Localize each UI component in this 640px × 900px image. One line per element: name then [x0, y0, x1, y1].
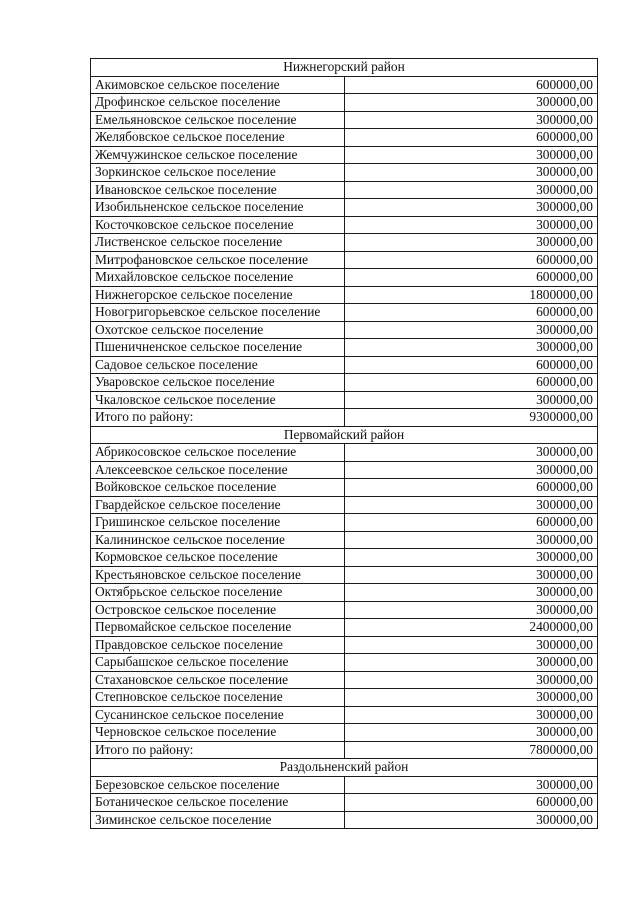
settlement-amount: 600000,00 [344, 269, 598, 287]
settlement-amount: 600000,00 [344, 479, 598, 497]
settlement-name: Калининское сельское поселение [91, 531, 345, 549]
table-row [91, 216, 598, 234]
table-row [91, 811, 598, 829]
district-title: Первомайский район [91, 426, 598, 444]
settlement-name: Зиминское сельское поселение [91, 811, 345, 829]
table-row [91, 356, 598, 374]
settlement-amount: 300000,00 [344, 811, 598, 829]
table-row [91, 76, 598, 94]
district-title: Раздольненский район [91, 759, 598, 777]
settlement-name: Первомайское сельское поселение [91, 619, 345, 637]
table-row [91, 461, 598, 479]
settlement-amount: 300000,00 [344, 636, 598, 654]
settlement-amount: 300000,00 [344, 164, 598, 182]
settlement-amount: 600000,00 [344, 76, 598, 94]
table-row [91, 531, 598, 549]
settlement-name: Кормовское сельское поселение [91, 549, 345, 567]
table-row [91, 146, 598, 164]
allocation-table [90, 58, 598, 829]
settlement-amount: 300000,00 [344, 199, 598, 217]
settlement-name: Уваровское сельское поселение [91, 374, 345, 392]
settlement-amount: 300000,00 [344, 216, 598, 234]
settlement-amount: 300000,00 [344, 496, 598, 514]
table-row [91, 251, 598, 269]
district-header-row [91, 426, 598, 444]
settlement-name: Зоркинское сельское поселение [91, 164, 345, 182]
settlement-amount: 300000,00 [344, 339, 598, 357]
settlement-name: Гришинское сельское поселение [91, 514, 345, 532]
settlement-name: Желябовское сельское поселение [91, 129, 345, 147]
settlement-amount: 300000,00 [344, 146, 598, 164]
table-row [91, 374, 598, 392]
table-row [91, 671, 598, 689]
settlement-amount: 300000,00 [344, 111, 598, 129]
settlement-name: Черновское сельское поселение [91, 724, 345, 742]
settlement-name: Пшеничненское сельское поселение [91, 339, 345, 357]
settlement-amount: 300000,00 [344, 706, 598, 724]
settlement-amount: 300000,00 [344, 566, 598, 584]
settlement-amount: 300000,00 [344, 601, 598, 619]
table-row [91, 619, 598, 637]
settlement-amount: 600000,00 [344, 129, 598, 147]
settlement-amount: 300000,00 [344, 321, 598, 339]
table-row [91, 94, 598, 112]
settlement-name: Гвардейское сельское поселение [91, 496, 345, 514]
table-row [91, 724, 598, 742]
table-row [91, 111, 598, 129]
table-row [91, 514, 598, 532]
table-row [91, 321, 598, 339]
settlement-amount: 600000,00 [344, 251, 598, 269]
settlement-name: Абрикосовское сельское поселение [91, 444, 345, 462]
settlement-amount: 300000,00 [344, 391, 598, 409]
settlement-amount: 300000,00 [344, 549, 598, 567]
settlement-amount: 300000,00 [344, 531, 598, 549]
settlement-name: Октябрьское сельское поселение [91, 584, 345, 602]
settlement-amount: 300000,00 [344, 724, 598, 742]
settlement-name: Дрофинское сельское поселение [91, 94, 345, 112]
settlement-amount: 300000,00 [344, 94, 598, 112]
table-row [91, 391, 598, 409]
table-row [91, 636, 598, 654]
settlement-name: Лиственское сельское поселение [91, 234, 345, 252]
district-title: Нижнегорский район [91, 59, 598, 77]
table-row [91, 479, 598, 497]
settlement-name: Правдовское сельское поселение [91, 636, 345, 654]
settlement-name: Сусанинское сельское поселение [91, 706, 345, 724]
settlement-name: Косточковское сельское поселение [91, 216, 345, 234]
table-row [91, 234, 598, 252]
table-row [91, 794, 598, 812]
settlement-amount: 600000,00 [344, 514, 598, 532]
settlement-amount: 600000,00 [344, 374, 598, 392]
settlement-amount: 300000,00 [344, 181, 598, 199]
settlement-name: Ивановское сельское поселение [91, 181, 345, 199]
table-row [91, 286, 598, 304]
settlement-amount: 300000,00 [344, 584, 598, 602]
total-label: Итого по району: [91, 741, 345, 759]
settlement-name: Акимовское сельское поселение [91, 76, 345, 94]
settlement-amount: 2400000,00 [344, 619, 598, 637]
allocation-table-body [91, 59, 598, 829]
table-row [91, 549, 598, 567]
settlement-name: Сарыбашское сельское поселение [91, 654, 345, 672]
table-row [91, 496, 598, 514]
settlement-amount: 300000,00 [344, 776, 598, 794]
settlement-name: Емельяновское сельское поселение [91, 111, 345, 129]
table-row [91, 776, 598, 794]
settlement-name: Охотское сельское поселение [91, 321, 345, 339]
settlement-name: Алексеевское сельское поселение [91, 461, 345, 479]
district-total-row [91, 741, 598, 759]
district-header-row [91, 759, 598, 777]
table-row [91, 689, 598, 707]
table-row [91, 181, 598, 199]
settlement-name: Новогригорьевское сельское поселение [91, 304, 345, 322]
settlement-name: Крестьяновское сельское поселение [91, 566, 345, 584]
total-amount: 7800000,00 [344, 741, 598, 759]
settlement-name: Михайловское сельское поселение [91, 269, 345, 287]
settlement-amount: 300000,00 [344, 444, 598, 462]
settlement-name: Ботаническое сельское поселение [91, 794, 345, 812]
district-total-row [91, 409, 598, 427]
settlement-amount: 600000,00 [344, 304, 598, 322]
settlement-name: Степновское сельское поселение [91, 689, 345, 707]
settlement-name: Чкаловское сельское поселение [91, 391, 345, 409]
settlement-amount: 600000,00 [344, 356, 598, 374]
settlement-name: Садовое сельское поселение [91, 356, 345, 374]
settlement-amount: 1800000,00 [344, 286, 598, 304]
table-row [91, 444, 598, 462]
table-row [91, 706, 598, 724]
table-row [91, 304, 598, 322]
district-header-row [91, 59, 598, 77]
settlement-amount: 300000,00 [344, 671, 598, 689]
settlement-name: Нижнегорское сельское поселение [91, 286, 345, 304]
table-row [91, 654, 598, 672]
settlement-amount: 300000,00 [344, 234, 598, 252]
settlement-amount: 300000,00 [344, 461, 598, 479]
table-row [91, 269, 598, 287]
table-row [91, 601, 598, 619]
settlement-amount: 300000,00 [344, 654, 598, 672]
total-label: Итого по району: [91, 409, 345, 427]
total-amount: 9300000,00 [344, 409, 598, 427]
settlement-name: Изобильненское сельское поселение [91, 199, 345, 217]
settlement-name: Стахановское сельское поселение [91, 671, 345, 689]
table-row [91, 129, 598, 147]
table-row [91, 566, 598, 584]
table-row [91, 164, 598, 182]
table-row [91, 199, 598, 217]
table-row [91, 339, 598, 357]
settlement-name: Войковское сельское поселение [91, 479, 345, 497]
table-row [91, 584, 598, 602]
settlement-name: Островское сельское поселение [91, 601, 345, 619]
settlement-amount: 300000,00 [344, 689, 598, 707]
settlement-name: Жемчужинское сельское поселение [91, 146, 345, 164]
settlement-name: Березовское сельское поселение [91, 776, 345, 794]
settlement-name: Митрофановское сельское поселение [91, 251, 345, 269]
settlement-amount: 600000,00 [344, 794, 598, 812]
